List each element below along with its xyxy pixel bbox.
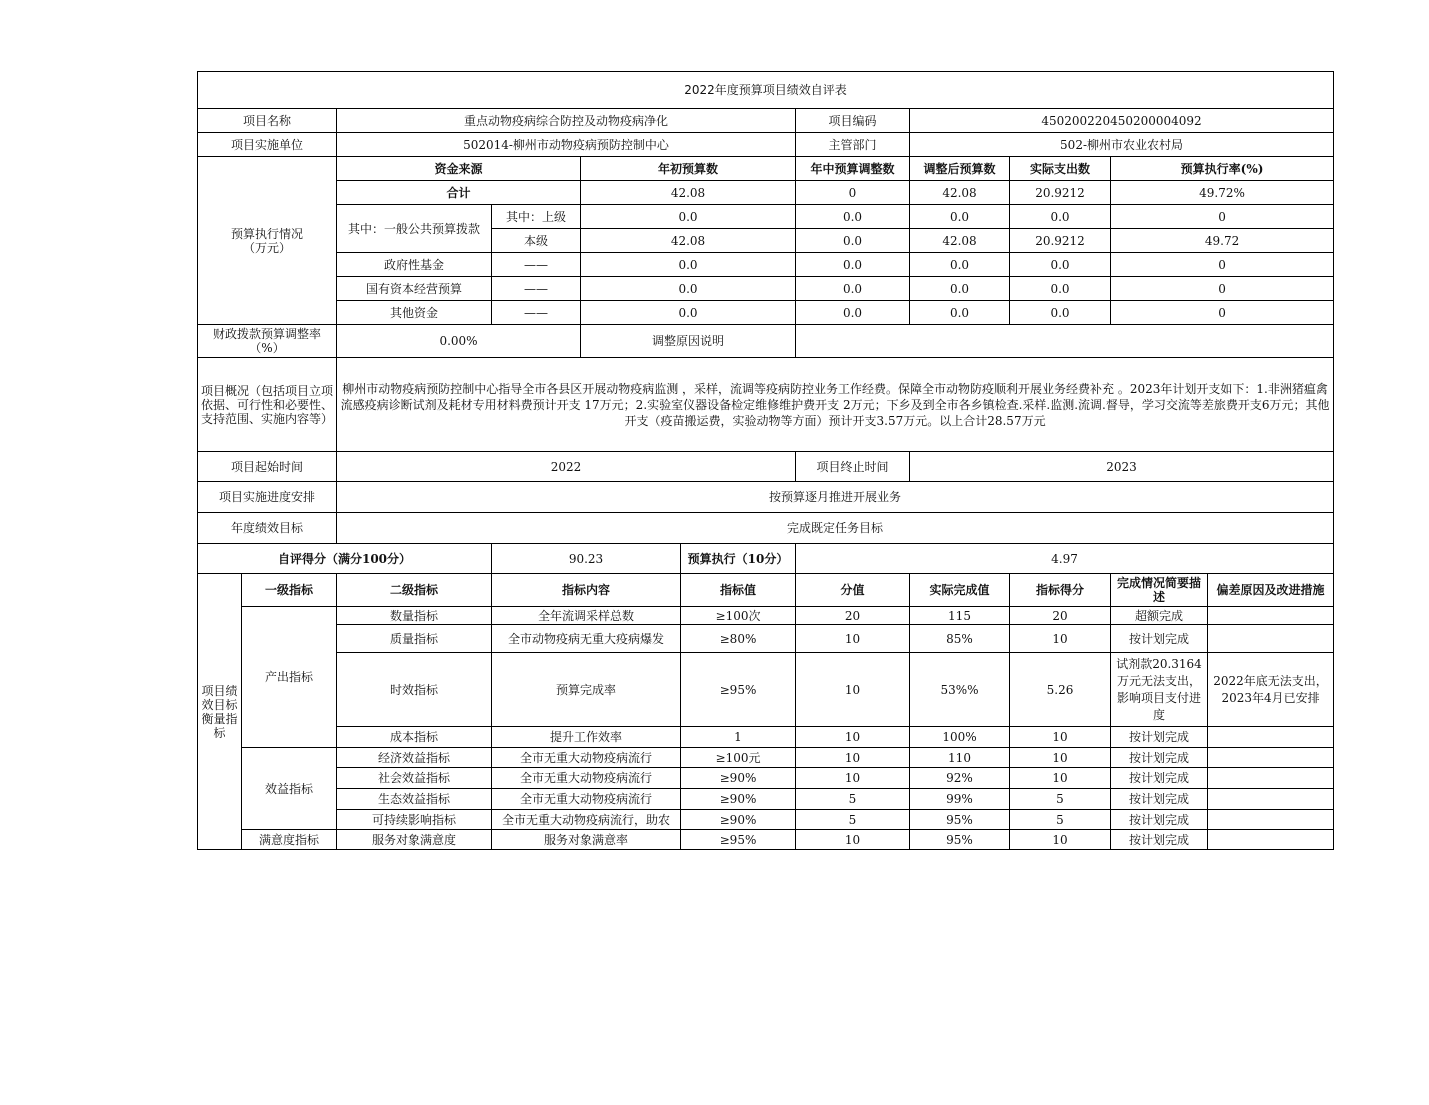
state-capital-dash: —— — [492, 277, 581, 301]
table-row-score: 10 — [1010, 830, 1111, 850]
adjust-rate-label: 财政拨款预算调整率（%） — [198, 325, 337, 358]
start-time-label: 项目起始时间 — [198, 452, 337, 482]
budget-section-label-line1: 预算执行情况 — [230, 226, 303, 241]
ind-header-second: 二级指标 — [337, 574, 492, 607]
ind-header-first: 一级指标 — [242, 574, 337, 607]
budget-section-label — [198, 157, 337, 325]
local-level-label: 本级 — [492, 229, 581, 253]
satisfaction-indicator-label: 满意度指标 — [242, 830, 337, 850]
upper-initial: 0.0 — [581, 205, 796, 229]
dept-value: 502-柳州市农业农村局 — [910, 133, 1334, 157]
table-row-score: 10 — [1010, 625, 1111, 653]
table-row-actual: 100% — [910, 727, 1010, 748]
budget-section-label-line2: （万元） — [242, 240, 291, 255]
total-mid-adjust: 0 — [796, 181, 910, 205]
table-row-content: 预算完成率 — [492, 653, 681, 727]
table-row-target: ≥95% — [681, 830, 796, 850]
local-rate: 49.72 — [1111, 229, 1334, 253]
state-capital-rate: 0 — [1111, 277, 1334, 301]
unit-value: 502014-柳州市动物疫病预防控制中心 — [337, 133, 796, 157]
header-funding-source: 资金来源 — [337, 157, 581, 181]
table-row-desc: 按计划完成 — [1111, 768, 1208, 789]
table-row-score: 5.26 — [1010, 653, 1111, 727]
table-row-content: 服务对象满意率 — [492, 830, 681, 850]
table-row-content: 全市无重大动物疫病流行，助农 — [492, 810, 681, 830]
table-row-desc: 超额完成 — [1111, 607, 1208, 625]
table-row-target: ≥90% — [681, 810, 796, 830]
table-row-content: 全年流调采样总数 — [492, 607, 681, 625]
ind-header-desc: 完成情况简要描述 — [1111, 574, 1208, 607]
local-initial: 42.08 — [581, 229, 796, 253]
table-row-weight: 5 — [796, 810, 910, 830]
ind-header-actual: 实际完成值 — [910, 574, 1010, 607]
table-row-actual: 99% — [910, 789, 1010, 810]
other-funds-mid-adjust: 0.0 — [796, 301, 910, 325]
table-row-score: 5 — [1010, 789, 1111, 810]
table-row-content: 全市无重大动物疫病流行 — [492, 789, 681, 810]
header-exec-rate: 预算执行率(%) — [1111, 157, 1334, 181]
table-row-target: ≥90% — [681, 768, 796, 789]
table-row-desc: 按计划完成 — [1111, 810, 1208, 830]
local-actual: 20.9212 — [1010, 229, 1111, 253]
indicator-section-label: 项目绩效目标衡量指标 — [198, 574, 242, 850]
ind-header-target: 指标值 — [681, 574, 796, 607]
table-row-actual: 53%% — [910, 653, 1010, 727]
progress-label: 项目实施进度安排 — [198, 482, 337, 513]
benefit-indicator-label: 效益指标 — [242, 748, 337, 830]
upper-adjusted: 0.0 — [910, 205, 1010, 229]
table-row-actual: 95% — [910, 830, 1010, 850]
page-title: 2022年度预算项目绩效自评表 — [198, 72, 1334, 109]
table-row-actual: 92% — [910, 768, 1010, 789]
table-row-reason — [1208, 748, 1334, 768]
adjust-rate-value: 0.00% — [337, 325, 581, 358]
table-row-desc: 按计划完成 — [1111, 727, 1208, 748]
output-indicator-label: 产出指标 — [242, 607, 337, 748]
table-row-score: 5 — [1010, 810, 1111, 830]
table-row-content: 全市无重大动物疫病流行 — [492, 768, 681, 789]
table-row-content: 全市动物疫病无重大疫病爆发 — [492, 625, 681, 653]
table-row-second: 质量指标 — [337, 625, 492, 653]
ind-header-score: 指标得分 — [1010, 574, 1111, 607]
other-funds-initial: 0.0 — [581, 301, 796, 325]
upper-level-label: 其中：上级 — [492, 205, 581, 229]
ind-header-content: 指标内容 — [492, 574, 681, 607]
self-score-value: 90.23 — [492, 544, 681, 574]
table-row-reason — [1208, 810, 1334, 830]
table-row-weight: 10 — [796, 625, 910, 653]
table-row-second: 服务对象满意度 — [337, 830, 492, 850]
upper-rate: 0 — [1111, 205, 1334, 229]
table-row-weight: 20 — [796, 607, 910, 625]
table-row-content: 全市无重大动物疫病流行 — [492, 748, 681, 768]
table-row-second: 数量指标 — [337, 607, 492, 625]
other-funds-label: 其他资金 — [337, 301, 492, 325]
project-name: 重点动物疫病综合防控及动物疫病净化 — [337, 109, 796, 133]
header-actual-spend: 实际支出数 — [1010, 157, 1111, 181]
project-code: 450200220450200004092 — [910, 109, 1334, 133]
gov-fund-adjusted: 0.0 — [910, 253, 1010, 277]
table-row-actual: 110 — [910, 748, 1010, 768]
goal-value: 完成既定任务目标 — [337, 513, 1334, 544]
unit-label: 项目实施单位 — [198, 133, 337, 157]
table-row-actual: 115 — [910, 607, 1010, 625]
other-funds-actual: 0.0 — [1010, 301, 1111, 325]
total-rate: 49.72% — [1111, 181, 1334, 205]
gov-fund-initial: 0.0 — [581, 253, 796, 277]
ind-header-weight: 分值 — [796, 574, 910, 607]
gov-fund-label: 政府性基金 — [337, 253, 492, 277]
table-row-weight: 10 — [796, 653, 910, 727]
table-row-desc: 按计划完成 — [1111, 748, 1208, 768]
upper-mid-adjust: 0.0 — [796, 205, 910, 229]
table-row-weight: 10 — [796, 768, 910, 789]
progress-value: 按预算逐月推进开展业务 — [337, 482, 1334, 513]
header-adjusted-budget: 调整后预算数 — [910, 157, 1010, 181]
other-funds-dash: —— — [492, 301, 581, 325]
header-mid-adjust: 年中预算调整数 — [796, 157, 910, 181]
table-row-weight: 10 — [796, 830, 910, 850]
table-row-second: 社会效益指标 — [337, 768, 492, 789]
project-name-label: 项目名称 — [198, 109, 337, 133]
table-row-desc: 按计划完成 — [1111, 789, 1208, 810]
table-row-actual: 85% — [910, 625, 1010, 653]
table-row-target: ≥95% — [681, 653, 796, 727]
table-row-weight: 5 — [796, 789, 910, 810]
total-actual: 20.9212 — [1010, 181, 1111, 205]
general-budget-label: 其中：一般公共预算拨款 — [337, 205, 492, 253]
table-row-desc: 按计划完成 — [1111, 830, 1208, 850]
total-label: 合计 — [337, 181, 581, 205]
table-row-reason — [1208, 830, 1334, 850]
other-funds-rate: 0 — [1111, 301, 1334, 325]
total-adjusted: 42.08 — [910, 181, 1010, 205]
adjust-reason-label: 调整原因说明 — [581, 325, 796, 358]
end-time-label: 项目终止时间 — [796, 452, 910, 482]
table-row-reason: 2022年底无法支出，2023年4月已安排 — [1208, 653, 1334, 727]
table-row-score: 10 — [1010, 727, 1111, 748]
table-row-reason — [1208, 625, 1334, 653]
table-row-content: 提升工作效率 — [492, 727, 681, 748]
self-score-label: 自评得分（满分100分） — [198, 544, 492, 574]
performance-table — [197, 71, 1334, 850]
table-row-reason — [1208, 768, 1334, 789]
budget-exec-score-value: 4.97 — [796, 544, 1334, 574]
header-initial-budget: 年初预算数 — [581, 157, 796, 181]
table-row-desc: 试剂款20.3164万元无法支出，影响项目支付进度 — [1111, 653, 1208, 727]
table-row-score: 10 — [1010, 768, 1111, 789]
gov-fund-rate: 0 — [1111, 253, 1334, 277]
gov-fund-dash: —— — [492, 253, 581, 277]
table-row-reason — [1208, 789, 1334, 810]
table-row-reason — [1208, 727, 1334, 748]
state-capital-adjusted: 0.0 — [910, 277, 1010, 301]
table-row-target: ≥100次 — [681, 607, 796, 625]
budget-exec-score-label: 预算执行（10分） — [681, 544, 796, 574]
table-row-target: ≥80% — [681, 625, 796, 653]
state-capital-actual: 0.0 — [1010, 277, 1111, 301]
table-row-reason — [1208, 607, 1334, 625]
table-row-second: 可持续影响指标 — [337, 810, 492, 830]
state-capital-mid-adjust: 0.0 — [796, 277, 910, 301]
upper-actual: 0.0 — [1010, 205, 1111, 229]
table-row-weight: 10 — [796, 748, 910, 768]
project-code-label: 项目编码 — [796, 109, 910, 133]
table-row-actual: 95% — [910, 810, 1010, 830]
gov-fund-mid-adjust: 0.0 — [796, 253, 910, 277]
gov-fund-actual: 0.0 — [1010, 253, 1111, 277]
state-capital-label: 国有资本经营预算 — [337, 277, 492, 301]
table-row-target: ≥90% — [681, 789, 796, 810]
start-time-value: 2022 — [337, 452, 796, 482]
table-row-second: 成本指标 — [337, 727, 492, 748]
dept-label: 主管部门 — [796, 133, 910, 157]
local-adjusted: 42.08 — [910, 229, 1010, 253]
ind-header-reason: 偏差原因及改进措施 — [1208, 574, 1334, 607]
total-initial: 42.08 — [581, 181, 796, 205]
other-funds-adjusted: 0.0 — [910, 301, 1010, 325]
overview-text: 柳州市动物疫病预防控制中心指导全市各县区开展动物疫病监测 ，采样，流调等疫病防控业务工作经费。保障全市动物防疫顺利开展业务经费补充 。2023年计划开支如下：1.非洲猪瘟禽流感疫病诊断试剂及耗材专用材料费预计开支 17万元；2.实验室仪器设备检定维修维护费开支 2万元；下乡及到全市各乡镇检查.采样.监测.流调.督导，学习交流等差旅费开支6万元；其他开支（疫苗搬运费，实验动物等方面）预计开支3.57万元。以上合计28.57万元 — [337, 358, 1334, 452]
overview-label: 项目概况（包括项目立项依据、可行性和必要性、支持范围、实施内容等） — [198, 358, 337, 452]
local-mid-adjust: 0.0 — [796, 229, 910, 253]
state-capital-initial: 0.0 — [581, 277, 796, 301]
table-row-weight: 10 — [796, 727, 910, 748]
table-row-desc: 按计划完成 — [1111, 625, 1208, 653]
table-row-second: 经济效益指标 — [337, 748, 492, 768]
table-row-score: 10 — [1010, 748, 1111, 768]
adjust-reason-value — [796, 325, 1334, 358]
table-row-second: 生态效益指标 — [337, 789, 492, 810]
table-row-score: 20 — [1010, 607, 1111, 625]
table-row-target: 1 — [681, 727, 796, 748]
table-row-target: ≥100元 — [681, 748, 796, 768]
goal-label: 年度绩效目标 — [198, 513, 337, 544]
end-time-value: 2023 — [910, 452, 1334, 482]
table-row-second: 时效指标 — [337, 653, 492, 727]
